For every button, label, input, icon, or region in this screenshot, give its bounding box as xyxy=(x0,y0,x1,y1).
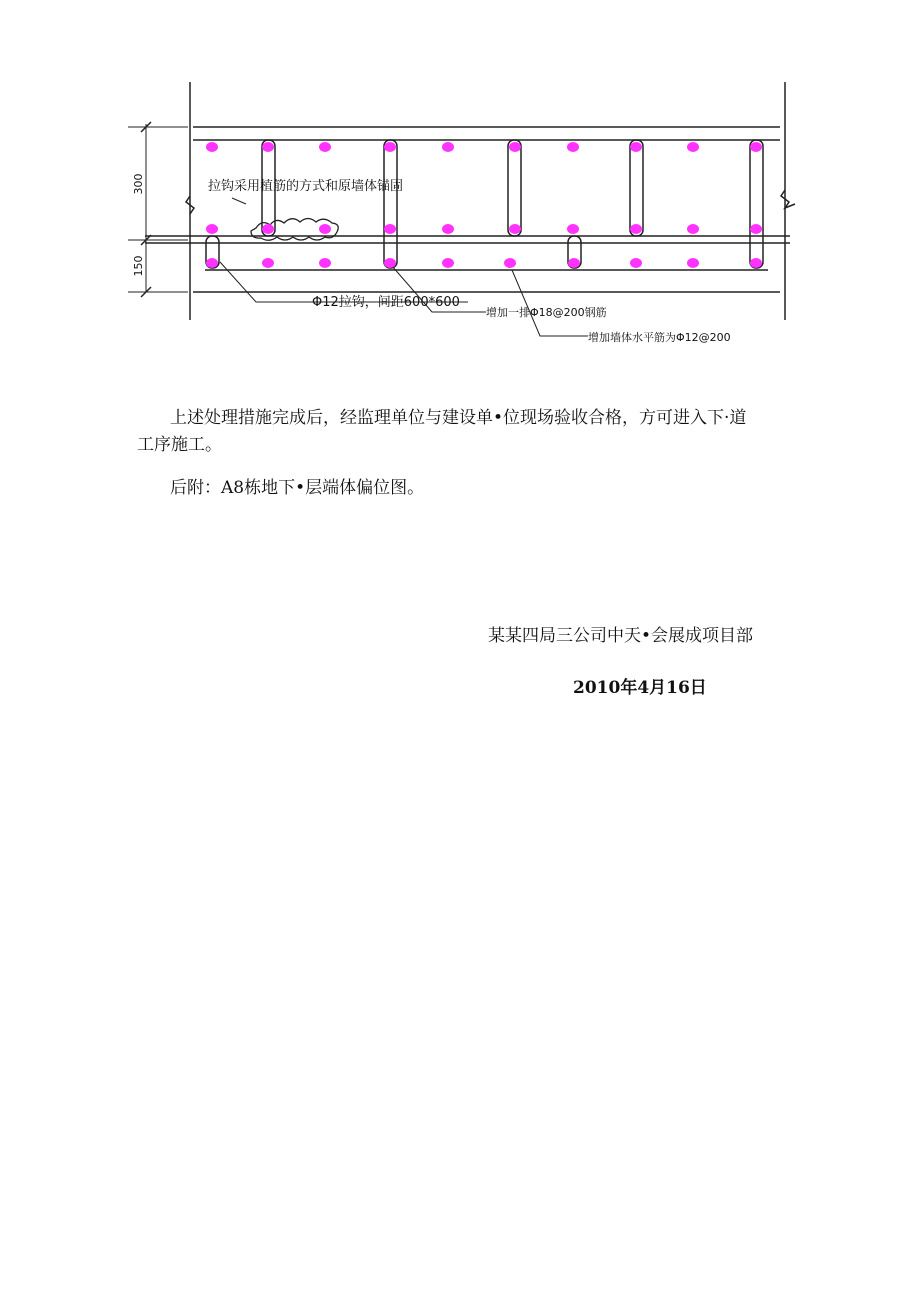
rebar-dot xyxy=(567,142,579,152)
leader-anchor xyxy=(232,198,246,204)
rebar-dot xyxy=(509,142,521,152)
break-mark-right xyxy=(781,190,795,208)
rebar-dot xyxy=(384,142,396,152)
rebar-dot xyxy=(262,142,274,152)
dim-label-upper: 300 xyxy=(132,173,145,195)
annotation-hook: Φ12拉钩，间距600*600 xyxy=(312,295,460,310)
rebar-dot xyxy=(630,258,642,268)
body-paragraph-line1: 上述处理措施完成后，经监理单位与建设单•位现场验收合格，方可进入下·道 xyxy=(170,408,747,428)
annotation-rebar: 增加一排Φ18@200钢筋 xyxy=(486,306,607,319)
rebar-dot xyxy=(687,258,699,268)
rebar-dot xyxy=(750,258,762,268)
rebar-dot xyxy=(504,258,516,268)
stirrup-hook xyxy=(508,140,521,236)
rebar-dot xyxy=(319,258,331,268)
rebar-dot xyxy=(568,258,580,268)
rebar-dot xyxy=(319,224,331,234)
rebar-dot xyxy=(509,224,521,234)
dim-label-lower: 150 xyxy=(132,255,145,277)
rebar-dot xyxy=(384,224,396,234)
attachment-note: 后附：A8栋地下•层端体偏位图。 xyxy=(170,478,425,498)
body-paragraph-line2: 工序施工。 xyxy=(137,435,222,455)
rebar-dot xyxy=(206,224,218,234)
signature-date: 2010年4月16日 xyxy=(573,678,707,698)
stirrup-hook xyxy=(630,140,643,236)
rebar-dot xyxy=(262,224,274,234)
leader-wall xyxy=(512,270,588,336)
rebar-dot xyxy=(442,142,454,152)
rebar-dot xyxy=(630,224,642,234)
rebar-dots xyxy=(206,142,762,268)
signature-organization: 某某四局三公司中天•会展成项目部 xyxy=(488,626,754,646)
rebar-dot xyxy=(262,258,274,268)
rebar-dot xyxy=(442,258,454,268)
annotation-anchor: 拉钩采用植筋的方式和原墙体锚固 xyxy=(208,179,404,194)
rebar-dot xyxy=(442,224,454,234)
stirrup-hook xyxy=(750,140,763,268)
rebar-dot xyxy=(206,258,218,268)
rebar-dot xyxy=(687,142,699,152)
annotation-wall: 增加墙体水平筋为Φ12@200 xyxy=(588,331,731,344)
rebar-section-drawing xyxy=(0,0,920,360)
rebar-dot xyxy=(630,142,642,152)
rebar-dot xyxy=(206,142,218,152)
rebar-dot xyxy=(687,224,699,234)
rebar-dot xyxy=(750,142,762,152)
rebar-dot xyxy=(567,224,579,234)
rebar-dot xyxy=(750,224,762,234)
rebar-dot xyxy=(384,258,396,268)
rebar-dot xyxy=(319,142,331,152)
stirrup-hook xyxy=(384,140,397,268)
